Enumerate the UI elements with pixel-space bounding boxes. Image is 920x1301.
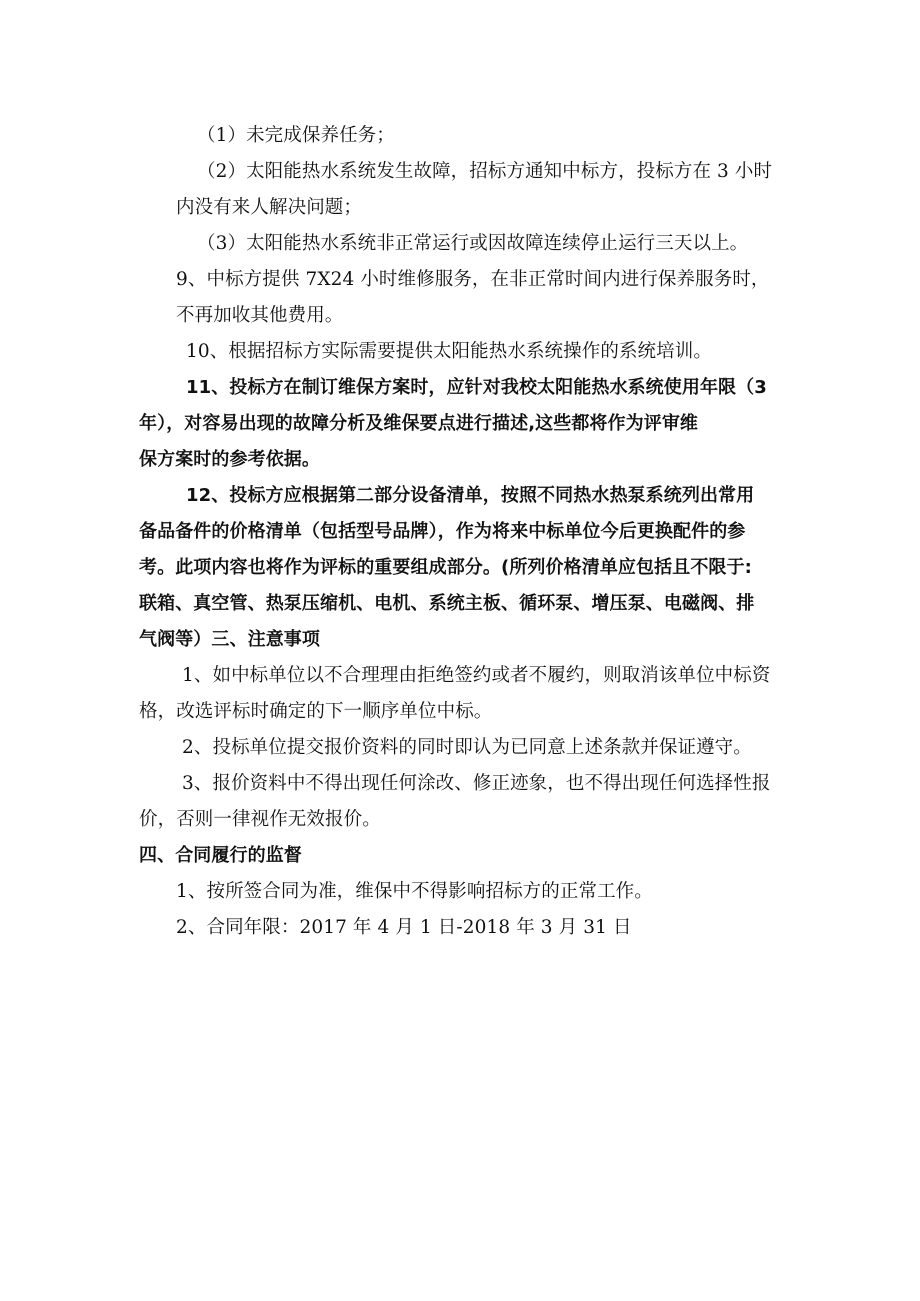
clause-9-line-2: 不再加收其他费用。 [176, 305, 344, 326]
note-3-line-1: 3、报价资料中不得出现任何涂改、修正迹象，也不得出现任何选择性报 [182, 773, 771, 794]
clause-12-line-2: 备品备件的价格清单（包括型号品牌），作为将来中标单位今后更换配件的参 [139, 521, 746, 542]
note-3-line-2: 价，否则一律视作无效报价。 [139, 809, 381, 830]
section-4-heading: 四、合同履行的监督 [139, 845, 302, 866]
clause-10-line-1: 10、根据招标方实际需要提供太阳能热水系统操作的系统培训。 [186, 341, 712, 362]
list-item-2-line-2: 内没有来人解决问题； [176, 197, 363, 218]
note-2-line-1: 2、投标单位提交报价资料的同时即认为已同意上述条款并保证遵守。 [182, 737, 752, 758]
clause-12-line-1: 12、投标方应根据第二部分设备清单，按照不同热水热泵系统列出常用 [186, 485, 755, 506]
section-3-heading: 气阀等）三、注意事项 [139, 629, 320, 650]
clause-12-line-4: 联箱、真空管、热泵压缩机、电机、系统主板、循环泵、增压泵、电磁阀、排 [139, 593, 755, 614]
clause-12-line-3: 考。此项内容也将作为评标的重要组成部分。(所列价格清单应包括且不限于: [139, 557, 752, 578]
note-1-line-1: 1、如中标单位以不合理理由拒绝签约或者不履约，则取消该单位中标资 [182, 665, 771, 686]
clause-9-line-1: 9、中标方提供 7X24 小时维修服务，在非正常时间内进行保养服务时， [176, 269, 770, 290]
clause-11-line-1: 11、投标方在制订维保方案时，应针对我校太阳能热水系统使用年限（3 [186, 377, 767, 398]
supervision-2-line-1: 2、合同年限：2017 年 4 月 1 日-2018 年 3 月 31 日 [176, 917, 632, 938]
clause-11-line-3: 保方案时的参考依据。 [139, 449, 320, 470]
clause-11-line-2: 年），对容易出现的故障分析及维保要点进行描述,这些都将作为评审维 [139, 413, 699, 434]
supervision-1-line-1: 1、按所签合同为准，维保中不得影响招标方的正常工作。 [176, 881, 653, 902]
list-item-3-line-1: （3）太阳能热水系统非正常运行或因故障连续停止运行三天以上。 [197, 233, 749, 254]
list-item-1-line-1: （1）未完成保养任务； [197, 125, 395, 146]
list-item-2-line-1: （2）太阳能热水系统发生故障，招标方通知中标方，投标方在 3 小时 [197, 161, 773, 182]
note-1-line-2: 格，改选评标时确定的下一顺序单位中标。 [139, 701, 493, 722]
